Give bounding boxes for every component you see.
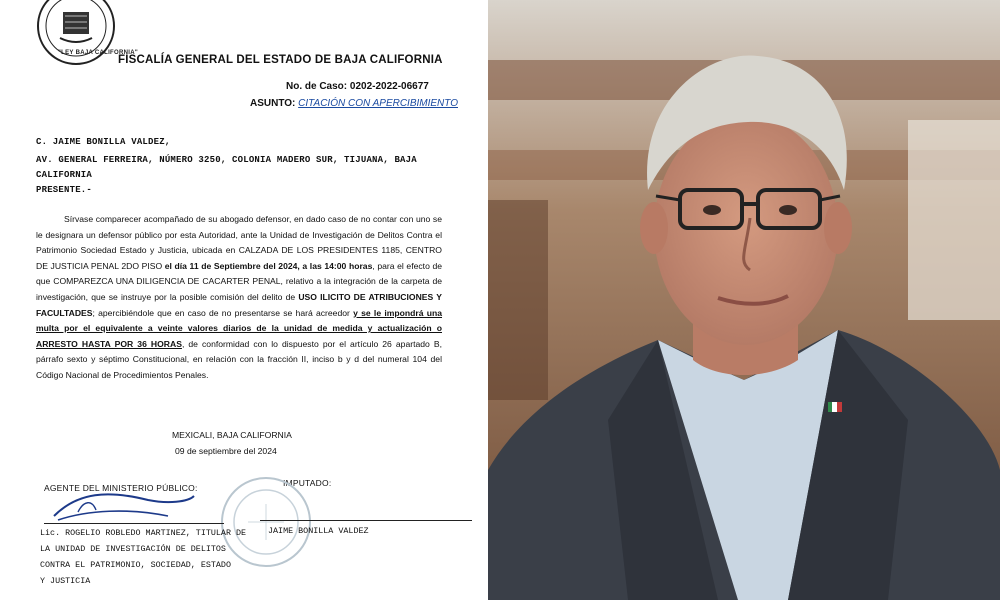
addressee-name: C. JAIME BONILLA VALDEZ, — [36, 137, 171, 147]
portrait-illustration — [488, 0, 1000, 600]
body-part-3: ; apercibiéndole que en caso de no presentarse se hará acreedor — [92, 307, 354, 318]
agent-title-3: Y JUSTICIA — [40, 576, 91, 586]
date: 09 de septiembre del 2024 — [175, 446, 277, 456]
agent-title-1: LA UNIDAD DE INVESTIGACIÓN DE DELITOS — [40, 544, 226, 554]
seal-icon — [36, 0, 116, 66]
body-part-4: , de conformidad con lo dispuesto por el artículo 26 apartado B, párrafo sexto y séptimo Constitucional, en relación con la fracción II, inciso b y d del numeral 104 del Código Nacional de Procedimientos Penales. — [36, 338, 442, 380]
agent-title-2: CONTRA EL PATRIMONIO, SOCIEDAD, ESTADO — [40, 560, 231, 570]
citation-body — [36, 212, 442, 384]
body-part-2: , para el efecto de que COMPAREZCA UNA DILIGENCIA DE CACARTER PENAL, relativo a la integración de la carpeta de investigación, que se instruye por la posible comisión del delito de — [36, 260, 443, 302]
case-number: 0202-2022-06677 — [349, 81, 429, 92]
body-penalty: y se le impondrá una multa por el equivalente a veinte valores diarios de la unidad de medida y actualización o ARRESTO HASTA POR 36 HORAS — [36, 307, 443, 349]
addressee-address: AV. GENERAL FERREIRA, NÚMERO 3250, COLONIA MADERO SUR, TIJUANA, BAJA — [36, 155, 417, 165]
agent-label: AGENTE DEL MINISTERIO PÚBLICO: — [44, 483, 198, 493]
citation-document — [0, 0, 488, 600]
addressee-city: CALIFORNIA — [36, 170, 93, 180]
agent-name: Lic. ROGELIO ROBLEDO MARTINEZ, TITULAR DE — [40, 528, 247, 538]
asunto-label: ASUNTO: — [250, 98, 296, 109]
imputado-label: IMPUTADO: — [283, 478, 332, 488]
place: MEXICALI, BAJA CALIFORNIA — [172, 430, 292, 440]
imputado-name: JAIME BONILLA VALDEZ — [268, 526, 369, 536]
asunto-value: CITACIÓN CON APERCIBIMIENTO — [298, 98, 458, 109]
case-label: No. de Caso: — [286, 81, 348, 92]
addressee-presente: PRESENTE.- — [36, 185, 93, 195]
body-date: el día 11 de Septiembre del 2024, a las 14:00 horas — [164, 260, 373, 271]
body-crime: USO ILICITO DE ATRIBUCIONES Y FACULTADES — [36, 291, 442, 318]
asunto-row — [250, 98, 458, 109]
case-number-row — [286, 81, 429, 92]
seal-caption: "LEY BAJA CALIFORNIA" — [58, 50, 138, 56]
stamp-icon — [218, 474, 314, 570]
body-part-1: Sírvase comparecer acompañado de su abogado defensor, en dado caso de no contar con uno se le designara un defensor público por esta Autoridad, ante la Unidad de Investigación de Delitos Contra el Patrimonio Sociedad Estado y Justicia, ubicada en CALZADA DE LOS PRESIDENTES 1185, CENTRO DE JUSTICIA PENAL 2DO PISO — [36, 214, 442, 271]
agent-signature-line — [44, 523, 224, 524]
portrait-photo — [488, 0, 1000, 600]
imputado-signature-line — [260, 520, 472, 521]
signature-icon — [48, 486, 198, 526]
agency-title: FISCALÍA GENERAL DEL ESTADO DE BAJA CALIFORNIA — [118, 54, 443, 66]
